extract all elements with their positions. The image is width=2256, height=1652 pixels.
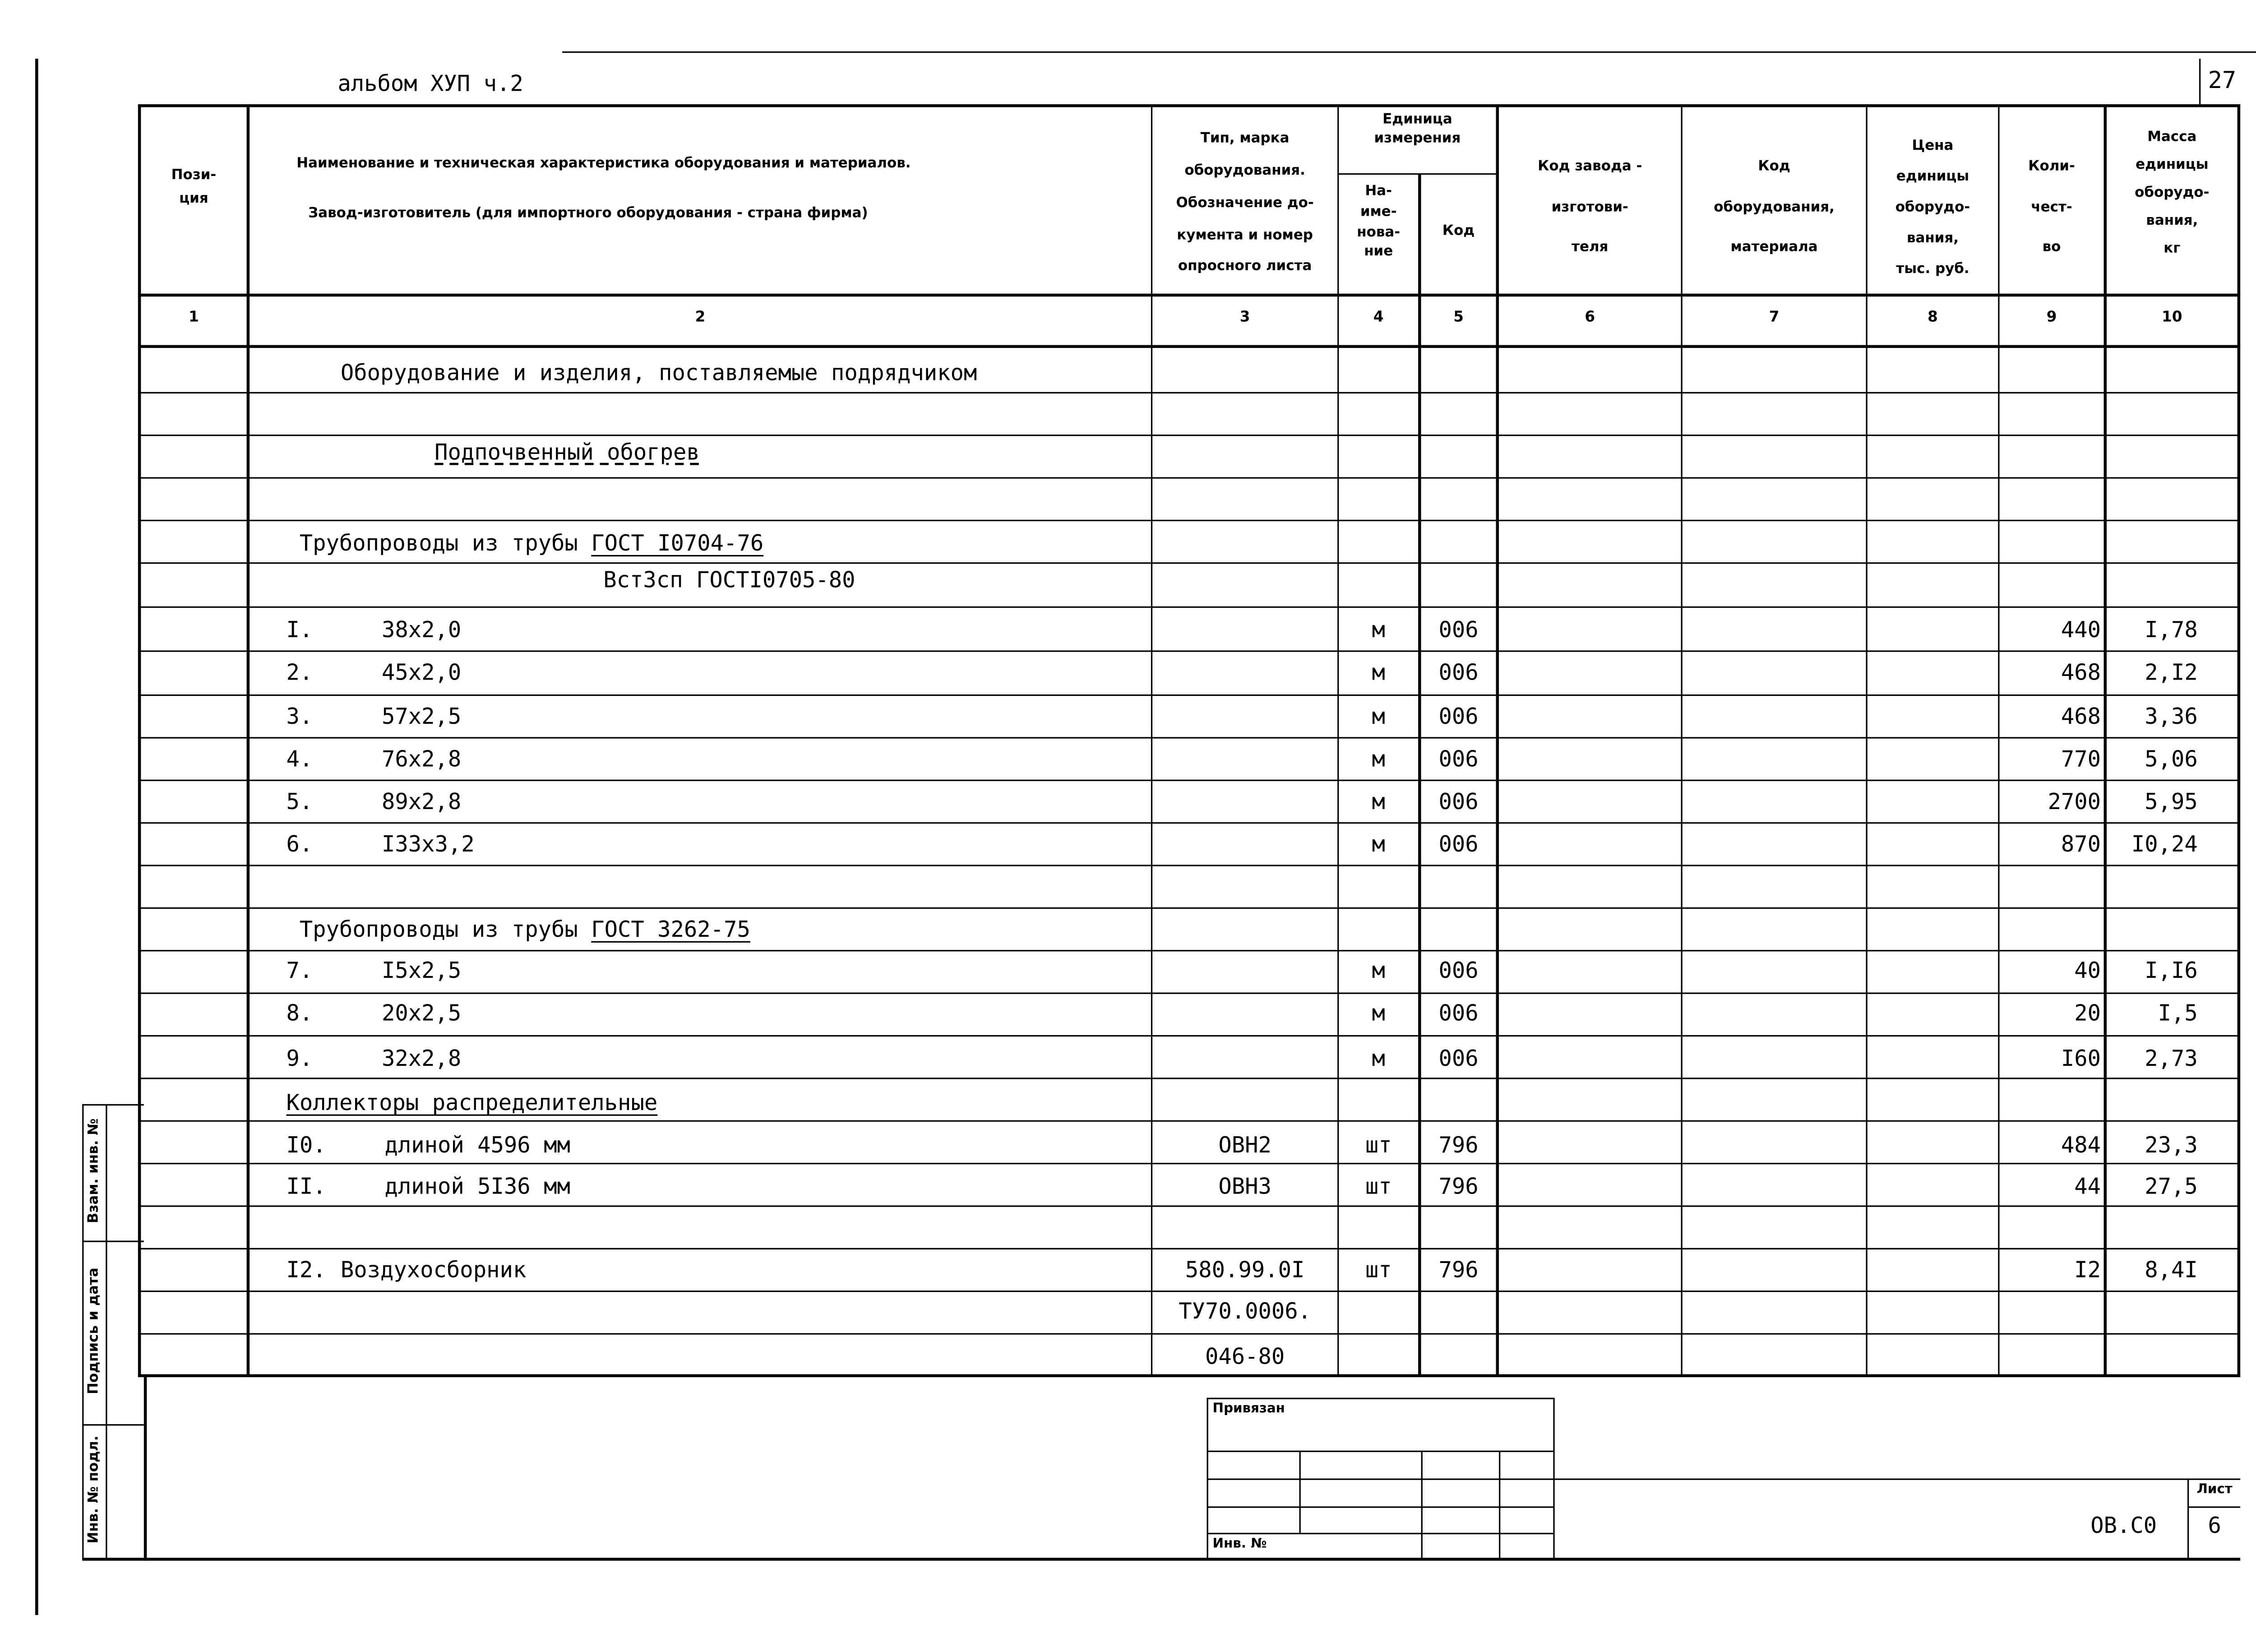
header-text: ция [179,190,208,207]
stamp-line [2187,1506,2240,1508]
item-position: 8. [286,1000,313,1027]
item-quantity: 870 [2061,831,2101,858]
item-unit: шт [1365,1132,1392,1159]
col-line-7 [1866,104,1867,1377]
header-text: Код завода - [1538,158,1642,175]
section-subtitle: Подпочвенный обогрев [435,439,700,466]
header-text: Обозначение до- [1176,194,1314,211]
row-line [138,822,2240,824]
item-quantity: 468 [2061,703,2101,730]
item-unit-code: 006 [1438,703,1479,730]
table-top-line [138,104,2240,107]
stamp-line [1207,1398,1208,1559]
group-heading-2 [299,916,750,943]
header-unit-group [1339,111,1496,149]
header-text: тыс. руб. [1896,260,1969,277]
item-name: 57x2,5 [381,703,462,730]
item-unit-code: 796 [1438,1132,1479,1159]
stamp-line [1207,1398,1553,1399]
item-unit-code: 796 [1438,1257,1479,1283]
row-line [138,1078,2240,1079]
item-mass: 27,5 [2145,1173,2198,1200]
item-unit-code: 006 [1438,1000,1479,1027]
row-line [138,694,2240,696]
header-col9 [2000,147,2104,268]
row-line [138,993,2240,994]
side-stamp-line [144,1377,147,1561]
item-unit: м [1372,831,1385,858]
unit-group-divider [1337,173,1496,175]
header-text: име- [1360,204,1397,220]
header-text: материала [1730,239,1818,256]
group-heading-text: Трубопроводы из трубы [299,530,592,557]
group-heading-1 [299,530,764,557]
item-position: I. [286,616,313,643]
header-col10 [2107,123,2238,263]
item-quantity: 44 [2074,1173,2101,1200]
table-bottom-line [138,1374,2240,1377]
stamp-line [1553,1398,1554,1559]
item-position: 9. [286,1045,313,1072]
item-unit-code: 006 [1438,1045,1479,1072]
item-name: 38x2,0 [381,616,462,643]
row-line [138,477,2240,478]
header-text: Код [1758,158,1790,175]
item12-type-line3: 046-80 [1205,1343,1285,1370]
item-unit: м [1372,1000,1385,1027]
item-mass: 8,4I [2145,1257,2198,1283]
header-text: изготови- [1551,199,1628,215]
side-label-vzam: Взам. инв. № [86,1118,102,1224]
column-number: 8 [1928,310,1938,326]
header-text: во [2042,239,2061,256]
item-name: 76x2,8 [381,745,462,773]
item-quantity: 468 [2061,659,2101,686]
row-line [138,950,2240,951]
stamp-line [1421,1451,1423,1559]
item-mass: I,I6 [2145,957,2198,984]
item-mass: 23,3 [2145,1132,2198,1159]
column-number: 2 [695,310,706,326]
item-unit-code: 006 [1438,745,1479,773]
item-unit-code: 796 [1438,1173,1479,1200]
header-col5: Код [1442,223,1475,240]
header-text: ние [1364,244,1393,260]
item-name: 20x2,5 [381,1000,462,1027]
stamp-line [1207,1533,1553,1534]
row-line [138,1205,2240,1207]
item-mass: I0,24 [2131,831,2198,858]
item-mass: 3,36 [2145,703,2198,730]
header-text: Пози- [171,167,217,184]
item-name: 89x2,8 [381,788,462,815]
stamp-inv-no: Инв. № [1212,1537,1267,1552]
item-position: 3. [286,703,313,730]
header-col4 [1339,182,1418,263]
header-text: оборудования, [1714,199,1835,215]
item-unit: м [1372,788,1385,815]
side-stamp-line [106,1104,107,1559]
standard-ref: ГОСТ 3262-75 [591,916,750,943]
header-text: теля [1572,239,1609,256]
row-line [138,1291,2240,1292]
column-number: 3 [1239,310,1250,326]
group-heading-3: Коллекторы распределительные [286,1089,658,1116]
row-line [138,1120,2240,1122]
column-number: 5 [1453,310,1464,326]
item-mass: 5,95 [2145,788,2198,815]
item-position: 5. [286,788,313,815]
section-title: Оборудование и изделия, поставляемые подрядчиком [340,360,977,386]
item-unit-code: 006 [1438,831,1479,858]
item-quantity: 770 [2061,745,2101,773]
header-text: вания, [1906,230,1959,246]
header-col8 [1868,132,1998,286]
item-unit: м [1372,703,1385,730]
item-quantity: 484 [2061,1132,2101,1159]
item-unit-code: 006 [1438,616,1479,643]
item-name: 32x2,8 [381,1045,462,1072]
page-number: 27 [2208,66,2237,94]
side-label-inv: Инв. № подл. [86,1435,102,1544]
row-line [138,1333,2240,1334]
stamp-sheet-number: 6 [2208,1512,2221,1539]
side-stamp-line [82,1104,83,1559]
row-line [138,435,2240,436]
column-number: 10 [2162,310,2182,326]
item-unit: шт [1365,1257,1392,1283]
stamp-privyazan: Привязан [1212,1402,1285,1417]
header-text: Цена [1912,138,1954,154]
album-label: альбом ХУП ч.2 [337,70,523,97]
item-name: Воздухосборник [340,1257,527,1283]
header-col3 [1152,123,1337,283]
column-number: 9 [2046,310,2057,326]
row-line [138,562,2240,564]
header-text: измерения [1374,130,1461,147]
bottom-line [82,1558,2240,1561]
item-type: ОВН3 [1218,1173,1271,1200]
item-unit: м [1372,616,1385,643]
item-quantity: 440 [2061,616,2101,643]
header-text: вания, [2146,213,2198,229]
item-type: ОВН2 [1218,1132,1271,1159]
page-number-box-left [2199,59,2201,106]
item-position: 2. [286,659,313,686]
item-quantity: 40 [2074,957,2101,984]
header-col2-line1: Наименование и техническая характеристика оборудования и материалов. [296,155,911,172]
header-col2-line2: Завод-изготовитель (для импортного оборудования - страна фирма) [308,205,868,222]
item-position: 6. [286,831,313,858]
header-text: Коли- [2028,158,2075,175]
stamp-line [1207,1451,1553,1452]
item-mass: 2,I2 [2145,659,2198,686]
col-line-6 [1681,104,1682,1377]
header-text: Масса [2147,129,2197,146]
row-line [138,520,2240,521]
item-quantity: I2 [2074,1257,2101,1283]
row-line [138,780,2240,781]
item12-type-line2: ТУ70.0006. [1179,1298,1312,1324]
item-quantity: 2700 [2048,788,2101,815]
group-heading-1-line2: ВстЗсп ГОСТI0705-80 [603,566,855,593]
row-line [138,865,2240,866]
header-text: чест- [2031,199,2072,215]
item-position: I2. [286,1257,326,1283]
item-unit-code: 006 [1438,788,1479,815]
row-line [138,650,2240,652]
item-mass: 5,06 [2145,745,2198,773]
stamp-line [1499,1451,1500,1559]
item-type: 580.99.0I [1185,1257,1305,1283]
standard-ref: ГОСТ I0704-76 [591,530,764,557]
col-line-0 [138,104,141,1377]
header-text: опросного листа [1178,259,1312,275]
row-line [138,606,2240,608]
column-number: 4 [1373,310,1384,326]
item-unit-code: 006 [1438,957,1479,984]
row-line [138,392,2240,393]
item-position: I0. [286,1132,326,1159]
header-col6 [1499,147,1681,268]
stamp-doc-code: ОВ.С0 [2090,1512,2157,1539]
header-text: кумента и номер [1177,227,1313,243]
item-quantity: I60 [2061,1045,2101,1072]
row-line [138,1163,2240,1164]
item-mass: 2,73 [2145,1045,2198,1072]
column-number: 6 [1585,310,1595,326]
item-unit-code: 006 [1438,659,1479,686]
colnum-bottom-line [138,345,2240,348]
header-text: оборудования. [1184,162,1305,179]
stamp-line [1299,1451,1301,1533]
header-text: Тип, марка [1200,130,1290,147]
row-line [138,1035,2240,1037]
stamp-sheet-label: Лист [2196,1483,2233,1498]
header-text: единицы [1896,168,1969,185]
item-name: 45x2,0 [381,659,462,686]
header-text: Единица [1382,111,1452,128]
item-position: 4. [286,745,313,773]
item-name: длиной 4596 мм [384,1132,570,1159]
item-unit: шт [1365,1173,1392,1200]
item-unit: м [1372,957,1385,984]
item-unit: м [1372,1045,1385,1072]
item-name: длиной 5I36 мм [384,1173,570,1200]
group-heading-text: Трубопроводы из трубы [299,916,592,943]
header-col1 [141,164,246,210]
stamp-line [1207,1506,1553,1508]
header-bottom-line [138,294,2240,297]
item-position: 7. [286,957,313,984]
side-label-podpis: Подпись и дата [86,1268,102,1394]
row-line [138,737,2240,738]
item-unit: м [1372,659,1385,686]
item-name: I5x2,5 [381,957,462,984]
item-quantity: 20 [2074,1000,2101,1027]
column-number: 7 [1769,310,1780,326]
item-name: I33x3,2 [381,831,475,858]
col-line-5 [1496,104,1499,1377]
header-text: оборудо- [1895,199,1970,216]
header-text: единицы [2136,157,2209,173]
header-text: нова- [1357,224,1401,241]
item-mass: I,5 [2158,1000,2198,1027]
col-line-1 [247,104,250,1377]
col-line-10 [2238,104,2241,1377]
header-text: кг [2164,241,2181,257]
item-mass: I,78 [2145,616,2198,643]
row-line [138,1248,2240,1249]
stamp-line [1207,1478,2241,1480]
header-text: оборудо- [2135,185,2210,201]
item-unit: м [1372,745,1385,773]
header-col7 [1683,147,1866,268]
row-line [138,907,2240,909]
top-border-line [562,51,2256,53]
item-position: II. [286,1173,326,1200]
column-number: 1 [189,310,199,326]
header-text: На- [1365,183,1392,200]
left-binding-line [35,59,38,1615]
